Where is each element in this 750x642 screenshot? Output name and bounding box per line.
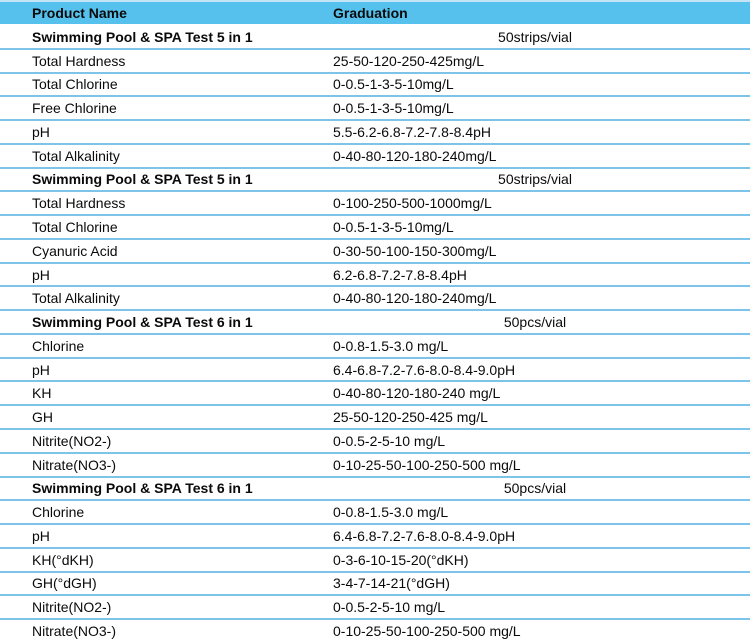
table-row (0, 358, 750, 382)
graduation-cell: 0-10-25-50-100-250-500 mg/L (333, 456, 521, 473)
graduation-cell: 50strips/vial (498, 171, 572, 188)
column-header-product-name: Product Name (32, 5, 127, 21)
product-name-cell: Swimming Pool & SPA Test 5 in 1 (32, 28, 253, 45)
graduation-cell: 0-3-6-10-15-20(°dKH) (333, 551, 469, 568)
table-row (0, 381, 750, 405)
section-row (0, 168, 750, 192)
table-row (0, 429, 750, 453)
table-row (0, 619, 750, 642)
graduation-cell: 0-30-50-100-150-300mg/L (333, 242, 497, 259)
table-row (0, 334, 750, 358)
graduation-cell: 0-40-80-120-180-240mg/L (333, 290, 497, 307)
table-row (0, 286, 750, 310)
graduation-cell: 50strips/vial (498, 28, 572, 45)
table-row (0, 49, 750, 73)
section-row (0, 310, 750, 334)
product-name-cell: pH (32, 361, 50, 378)
product-name-cell: pH (32, 123, 50, 140)
product-name-cell: Nitrate(NO3-) (32, 623, 117, 640)
graduation-cell: 0-100-250-500-1000mg/L (333, 195, 492, 212)
graduation-cell: 0-10-25-50-100-250-500 mg/L (333, 623, 521, 640)
product-name-cell: Total Hardness (32, 195, 126, 212)
graduation-cell: 3-4-7-14-21(°dGH) (333, 575, 450, 592)
product-name-cell: Total Hardness (32, 52, 126, 69)
product-name-cell: KH (32, 385, 52, 402)
table-row (0, 572, 750, 596)
product-name-cell: GH (32, 409, 53, 426)
graduation-cell: 50pcs/vial (503, 314, 567, 331)
product-name-cell: Cyanuric Acid (32, 242, 118, 259)
graduation-cell: 0-0.5-2-5-10 mg/L (333, 599, 446, 616)
table-row (0, 548, 750, 572)
product-name-cell: Total Alkalinity (32, 290, 120, 307)
product-name-cell: pH (32, 266, 50, 283)
graduation-cell: 0-0.5-1-3-5-10mg/L (333, 219, 454, 235)
graduation-cell: 0-0.5-1-3-5-10mg/L (333, 100, 454, 117)
graduation-cell: 6.4-6.8-7.2-7.6-8.0-8.4-9.0pH (333, 527, 516, 544)
product-name-cell: Swimming Pool & SPA Test 6 in 1 (32, 480, 253, 497)
table-row (0, 500, 750, 524)
product-name-cell: Total Chlorine (32, 76, 118, 93)
table-row (0, 263, 750, 287)
table-row (0, 120, 750, 144)
graduation-cell: 6.2-6.8-7.2-7.8-8.4pH (333, 266, 467, 283)
graduation-cell: 0-0.5-2-5-10 mg/L (333, 432, 446, 449)
product-name-cell: Nitrate(NO3-) (32, 456, 117, 473)
section-row (0, 477, 750, 501)
table-row (0, 453, 750, 477)
product-name-cell: Nitrite(NO2-) (32, 432, 112, 449)
product-name-cell: pH (32, 527, 50, 544)
table-row (0, 96, 750, 120)
product-name-cell: Free Chlorine (32, 100, 117, 117)
graduation-cell: 0-0.5-1-3-5-10mg/L (333, 76, 454, 93)
table-row (0, 524, 750, 548)
product-name-cell: Chlorine (32, 337, 85, 354)
product-name-cell: GH(°dGH) (32, 575, 97, 592)
product-name-cell: Swimming Pool & SPA Test 5 in 1 (32, 171, 253, 188)
column-header-graduation: Graduation (333, 5, 408, 21)
product-name-cell: Swimming Pool & SPA Test 6 in 1 (32, 314, 253, 331)
graduation-cell: 0-0.8-1.5-3.0 mg/L (333, 504, 449, 521)
graduation-cell: 6.4-6.8-7.2-7.6-8.0-8.4-9.0pH (333, 361, 516, 378)
table-row (0, 595, 750, 619)
product-name-cell: Nitrite(NO2-) (32, 599, 112, 616)
products-table (0, 2, 750, 642)
table-row (0, 405, 750, 429)
graduation-cell: 0-0.8-1.5-3.0 mg/L (333, 337, 449, 354)
table-body (0, 25, 750, 642)
product-name-cell: Total Chlorine (32, 219, 118, 235)
product-name-cell: KH(°dKH) (32, 551, 94, 568)
section-row (0, 25, 750, 49)
graduation-cell: 25-50-120-250-425mg/L (333, 52, 484, 69)
table-header-row (0, 2, 750, 25)
graduation-cell: 50pcs/vial (503, 480, 567, 497)
table-row (0, 191, 750, 215)
table-row (0, 144, 750, 168)
table-row (0, 239, 750, 263)
product-name-cell: Chlorine (32, 504, 85, 521)
graduation-cell: 0-40-80-120-180-240mg/L (333, 147, 497, 164)
table-row (0, 215, 750, 239)
product-name-cell: Total Alkalinity (32, 147, 120, 164)
table-row (0, 73, 750, 97)
graduation-cell: 5.5-6.2-6.8-7.2-7.8-8.4pH (333, 123, 491, 140)
graduation-cell: 25-50-120-250-425 mg/L (333, 409, 488, 426)
graduation-cell: 0-40-80-120-180-240 mg/L (333, 385, 501, 402)
